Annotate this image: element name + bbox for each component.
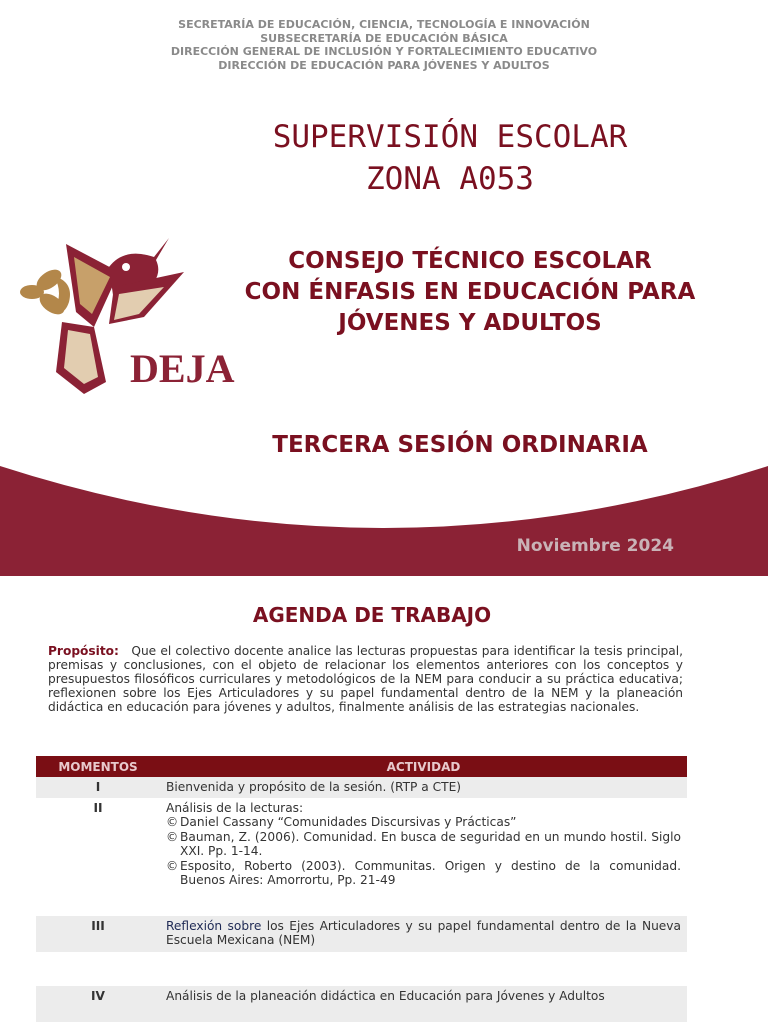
header-momentos: MOMENTOS — [58, 759, 138, 774]
header-actividad: ACTIVIDAD — [386, 759, 461, 774]
institution-header — [0, 18, 768, 72]
purpose-paragraph — [48, 644, 683, 714]
header-line-4: DIRECCIÓN DE EDUCACIÓN PARA JÓVENES Y ADULTOS — [218, 58, 550, 72]
readings-heading: Análisis de la lecturas: — [166, 800, 304, 815]
reference-item: © Esposito, Roberto (2003). Communitas. Origen y destino de la comunidad. Buenos Aires: Amorrortu, Pp. 21-49 — [166, 858, 681, 887]
copyright-icon: © — [166, 815, 179, 829]
header-line-2: SUBSECRETARÍA DE EDUCACIÓN BÁSICA — [260, 31, 508, 45]
title-line-1: SUPERVISIÓN ESCOLAR — [272, 119, 628, 155]
momento-cell: IV — [91, 988, 105, 1003]
purpose-label: Propósito: — [48, 644, 119, 658]
leaf-icon — [20, 265, 70, 318]
logo-text: DEJA — [130, 346, 235, 391]
copyright-icon: © — [166, 829, 179, 844]
actividad-cell: Reflexión sobre los Ejes Articuladores y su papel fundamental dentro de la Nueva Escuela Mexicana (NEM) — [166, 918, 681, 947]
reference-item: © Daniel Cassany “Comunidades Discursivas y Prácticas” — [166, 815, 517, 829]
agenda-title: AGENDA DE TRABAJO — [252, 603, 492, 627]
table-row — [36, 916, 687, 952]
momento-cell: II — [93, 800, 103, 815]
reference-item: © Bauman, Z. (2006). Comunidad. En busca de seguridad en un mundo hostil. Siglo XXI. Pp. 1-14. — [166, 829, 681, 858]
purpose-text: Que el colectivo docente analice las lecturas propuestas para identificar la tesis principal, premisas y conclusiones, con el objeto de relacionar los elementos anteriores con los conceptos y presupuestos filosóficos curriculares y metodológicos de la NEM para conducir a su práctica educativa; reflexionen sobre los Ejes Articuladores y su papel fundamental dentro de la NEM y la planeación didáctica en educación para jóvenes y adultos, finalmente análisis de las estrategias nacionales. — [48, 644, 683, 714]
header-line-3: DIRECCIÓN GENERAL DE INCLUSIÓN Y FORTALECIMIENTO EDUCATIVO — [170, 45, 598, 58]
session-title: TERCERA SESIÓN ORDINARIA — [272, 432, 648, 458]
copyright-icon: © — [166, 858, 179, 873]
momento-cell: III — [91, 918, 105, 933]
table-row — [36, 798, 687, 916]
row-spacer — [36, 952, 687, 986]
agenda-table — [36, 756, 687, 1022]
actividad-cell — [160, 798, 687, 916]
council-line-3: JÓVENES Y ADULTOS — [338, 310, 602, 336]
council-title — [170, 246, 768, 339]
supervision-title — [200, 116, 700, 200]
agenda-slide — [0, 576, 768, 1024]
table-header — [36, 756, 687, 777]
table-row — [36, 777, 687, 798]
title-line-2: ZONA A053 — [366, 161, 534, 197]
table-row — [36, 986, 687, 1022]
momento-cell: I — [95, 780, 101, 794]
date-label: Noviembre 2024 — [516, 536, 674, 556]
council-line-2: CON ÉNFASIS EN EDUCACIÓN PARA — [244, 279, 696, 305]
actividad-cell: Análisis de la planeación didáctica en Educación para Jóvenes y Adultos — [166, 988, 605, 1003]
actividad-cell: Bienvenida y propósito de la sesión. (RTP a CTE) — [166, 780, 462, 794]
header-line-1: SECRETARÍA DE EDUCACIÓN, CIENCIA, TECNOLOGÍA E INNOVACIÓN — [178, 18, 590, 31]
council-line-1: CONSEJO TÉCNICO ESCOLAR — [288, 248, 652, 274]
